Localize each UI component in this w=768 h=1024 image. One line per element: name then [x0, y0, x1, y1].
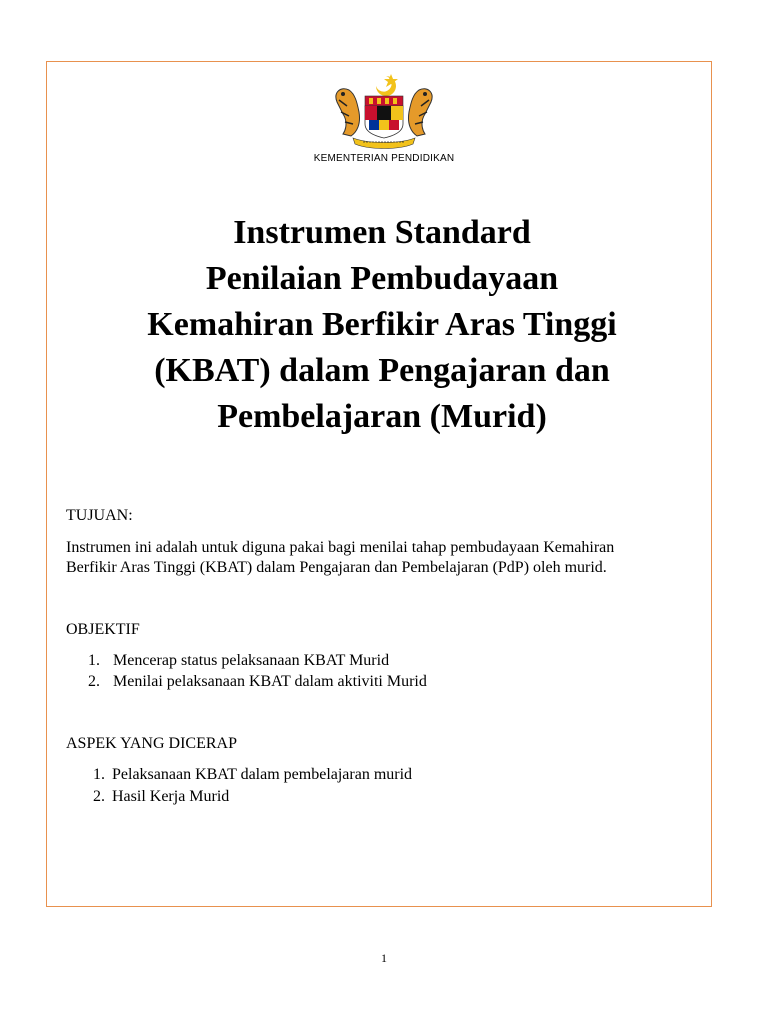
title-line: (KBAT) dalam Pengajaran dan	[154, 352, 610, 389]
objektif-heading: OBJEKTIF	[66, 621, 140, 638]
ministry-name: KEMENTERIAN PENDIDIKAN	[313, 153, 455, 164]
tujuan-paragraph	[66, 538, 706, 578]
title-line: Instrumen Standard	[233, 214, 531, 251]
page-number: 1	[381, 951, 387, 965]
list-number: 1.	[88, 652, 100, 669]
aspek-list-item	[93, 765, 412, 785]
tujuan-text-line: Berfikir Aras Tinggi (KBAT) dalam Pengajaran dan Pembelajaran (PdP) oleh murid.	[66, 559, 607, 576]
objektif-list-item	[88, 651, 389, 671]
list-item-text: Menilai pelaksanaan KBAT dalam aktiviti Murid	[113, 673, 427, 690]
list-item-text: Pelaksanaan KBAT dalam pembelajaran murid	[112, 766, 413, 783]
list-number: 2.	[93, 788, 105, 805]
document-title	[80, 210, 684, 440]
tujuan-heading: TUJUAN:	[66, 507, 133, 524]
list-number: 2.	[88, 673, 100, 690]
title-line: Pembelajaran (Murid)	[217, 398, 547, 435]
objektif-list-item	[88, 672, 427, 692]
list-item-text: Hasil Kerja Murid	[112, 788, 230, 805]
malaysia-coat-of-arms-icon	[329, 72, 439, 152]
list-number: 1.	[93, 766, 105, 783]
tujuan-text-line: Instrumen ini adalah untuk diguna pakai bagi menilai tahap pembudayaan Kemahiran	[66, 539, 615, 556]
list-item-text: Mencerap status pelaksanaan KBAT Murid	[113, 652, 390, 669]
title-line: Kemahiran Berfikir Aras Tinggi	[147, 306, 617, 343]
title-line: Penilaian Pembudayaan	[205, 260, 559, 297]
aspek-heading: ASPEK YANG DICERAP	[66, 735, 237, 752]
aspek-list-item	[93, 787, 229, 807]
